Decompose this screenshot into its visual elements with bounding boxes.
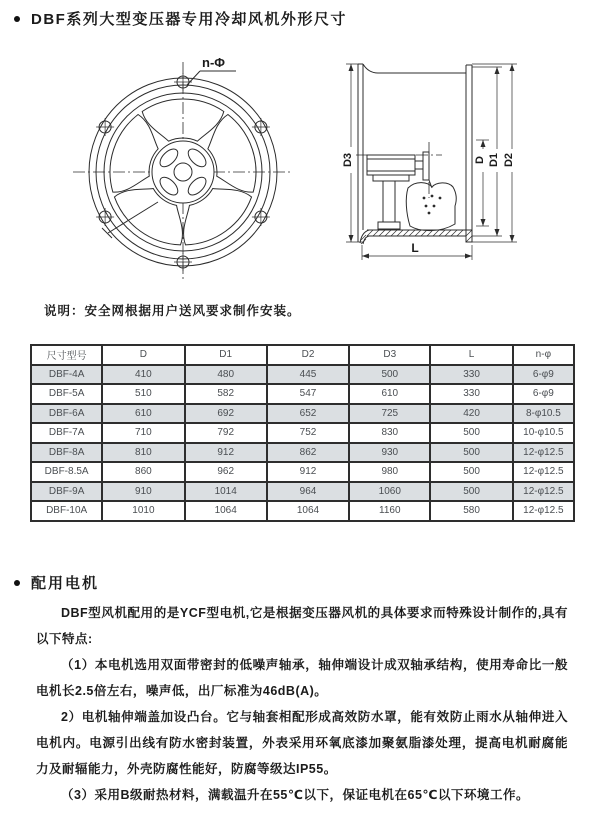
value-cell: 1060 [349, 482, 430, 502]
page-title: DBF系列大型变压器专用冷却风机外形尺寸 [31, 11, 347, 28]
dim-label-d3: D3 [342, 152, 354, 168]
paragraph-point1: （1）本电机选用双面带密封的低噪声轴承，轴伸端设计成双轴承结构，使用寿命比一般电机长2.5倍左右，噪声低，出厂标准为46dB(A)。 [36, 658, 568, 698]
table-row [31, 462, 574, 482]
value-cell: 12-φ12.5 [513, 482, 574, 502]
value-cell: 500 [430, 423, 512, 443]
col-header: D [102, 345, 184, 365]
value-cell: 500 [430, 443, 512, 463]
value-cell: 500 [430, 462, 512, 482]
value-cell: 8-φ10.5 [513, 404, 574, 424]
value-cell: 12-φ12.5 [513, 462, 574, 482]
value-cell: 10-φ10.5 [513, 423, 574, 443]
value-cell: 1014 [185, 482, 267, 502]
table-row [31, 482, 574, 502]
value-cell: 912 [185, 443, 267, 463]
value-cell: 610 [349, 384, 430, 404]
page-title-row [14, 8, 347, 29]
value-cell: 980 [349, 462, 430, 482]
value-cell: 420 [430, 404, 512, 424]
value-cell: 962 [185, 462, 267, 482]
value-cell: 500 [430, 482, 512, 502]
paragraph-point2: 2）电机轴伸端盖加设凸台。它与轴套相配形成高效防水罩，能有效防止雨水从轴伸进入电机内。电源引出线有防水密封装置，外表采用环氧底漆加聚氨脂漆处理，提高电机耐腐能力及耐辐能力，外壳防腐性能好，防腐等级达IP55。 [36, 710, 568, 776]
dimension-table [30, 344, 575, 522]
model-cell: DBF-7A [31, 423, 102, 443]
section-bullet-icon [14, 580, 20, 586]
value-cell: 410 [102, 365, 184, 385]
model-cell: DBF-10A [31, 501, 102, 521]
value-cell: 692 [185, 404, 267, 424]
value-cell: 830 [349, 423, 430, 443]
col-header: 尺寸型号 [31, 345, 102, 365]
model-cell: DBF-8.5A [31, 462, 102, 482]
col-header: n-φ [513, 345, 574, 365]
value-cell: 652 [267, 404, 349, 424]
table-row [31, 443, 574, 463]
motor-section-heading-row [14, 572, 99, 593]
table-row [31, 404, 574, 424]
value-cell: 725 [349, 404, 430, 424]
value-cell: 1064 [185, 501, 267, 521]
dim-label-d2: D2 [503, 152, 515, 168]
model-cell: DBF-4A [31, 365, 102, 385]
paragraph-point3: （3）采用B级耐热材料，满载温升在55℃以下，保证电机在65℃以下环境工作。 [61, 788, 530, 802]
motor-section-body [36, 600, 568, 808]
value-cell: 12-φ12.5 [513, 443, 574, 463]
model-cell: DBF-5A [31, 384, 102, 404]
value-cell: 862 [267, 443, 349, 463]
value-cell: 910 [102, 482, 184, 502]
value-cell: 480 [185, 365, 267, 385]
value-cell: 1064 [267, 501, 349, 521]
value-cell: 1010 [102, 501, 184, 521]
model-cell: DBF-9A [31, 482, 102, 502]
value-cell: 330 [430, 384, 512, 404]
value-cell: 810 [102, 443, 184, 463]
value-cell: 610 [102, 404, 184, 424]
value-cell: 445 [267, 365, 349, 385]
value-cell: 860 [102, 462, 184, 482]
value-cell: 582 [185, 384, 267, 404]
value-cell: 964 [267, 482, 349, 502]
dim-label-l: L [411, 241, 419, 255]
table-row [31, 423, 574, 443]
table-row [31, 365, 574, 385]
paragraph-intro: DBF型风机配用的是YCF型电机,它是根据变压器风机的具体要求而特殊设计制作的,具有以下特点: [36, 606, 568, 646]
fan-side-view-drawing [316, 48, 556, 293]
hole-count-label: n-Φ [202, 55, 225, 70]
installation-note: 说明：安全网根据用户送风要求制作安装。 [44, 304, 301, 318]
value-cell: 1160 [349, 501, 430, 521]
value-cell: 6-φ9 [513, 384, 574, 404]
value-cell: 330 [430, 365, 512, 385]
value-cell: 547 [267, 384, 349, 404]
value-cell: 510 [102, 384, 184, 404]
value-cell: 752 [267, 423, 349, 443]
col-header: D1 [185, 345, 267, 365]
value-cell: 930 [349, 443, 430, 463]
model-cell: DBF-8A [31, 443, 102, 463]
col-header: L [430, 345, 512, 365]
dim-label-d1: D1 [488, 152, 500, 168]
dim-label-d: D [474, 156, 486, 164]
value-cell: 500 [349, 365, 430, 385]
value-cell: 580 [430, 501, 512, 521]
table-row [31, 501, 574, 521]
col-header: D2 [267, 345, 349, 365]
title-bullet-icon [14, 16, 20, 22]
col-header: D3 [349, 345, 430, 365]
value-cell: 6-φ9 [513, 365, 574, 385]
value-cell: 12-φ12.5 [513, 501, 574, 521]
value-cell: 912 [267, 462, 349, 482]
fan-front-view-drawing [50, 52, 310, 292]
table-header-row [31, 345, 574, 365]
table-row [31, 384, 574, 404]
value-cell: 710 [102, 423, 184, 443]
motor-section-heading: 配用电机 [31, 575, 100, 592]
model-cell: DBF-6A [31, 404, 102, 424]
value-cell: 792 [185, 423, 267, 443]
